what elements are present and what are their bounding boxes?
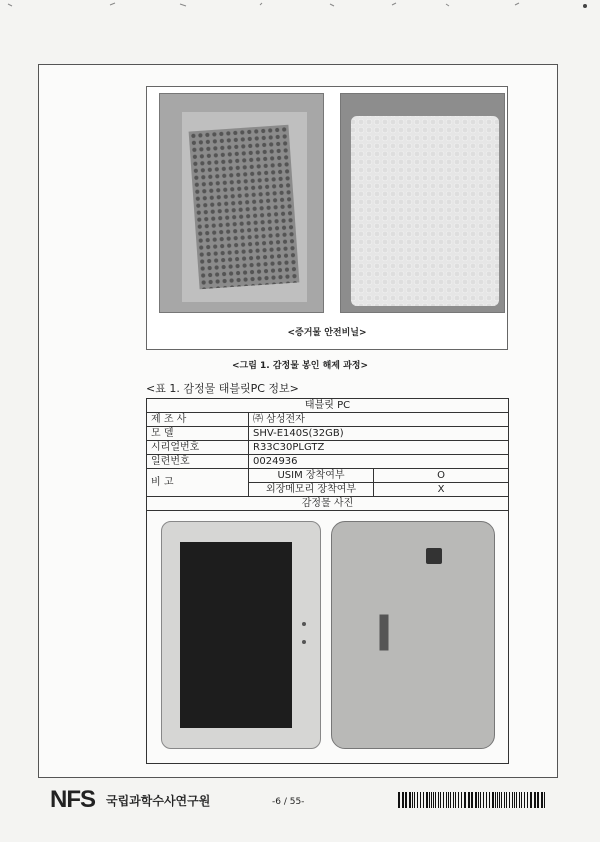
tablet-front-photo (161, 521, 321, 749)
remark-item: 외장메모리 장착여부 (249, 483, 374, 497)
row-label: 모 델 (147, 427, 249, 441)
nfs-logo: NFS (50, 786, 95, 813)
table-header: 태블릿 PC (147, 399, 509, 413)
row-label: 일련번호 (147, 455, 249, 469)
row-value: R33C30PLGTZ (249, 441, 509, 455)
photo-header: 감정물 사진 (147, 497, 509, 511)
page-number: -6 / 55- (272, 797, 305, 807)
table-row (147, 441, 509, 455)
row-value: ㈜ 삼성전자 (249, 413, 509, 427)
tablet-sensor-dot (302, 622, 306, 626)
bubble-wrap-bag-photo-left (159, 93, 324, 313)
barcode-icon (398, 792, 548, 808)
bubble-wrap-bag-photo-right (340, 93, 505, 313)
remarks-label: 비 고 (147, 469, 249, 497)
footer-org-name: 국립과학수사연구원 (106, 794, 211, 808)
table-title: <표 1. 감정물 태블릿PC 정보> (146, 382, 299, 395)
row-value: 0024936 (249, 455, 509, 469)
figure-title: <그림 1. 감정물 봉인 해제 과정> (231, 361, 369, 371)
remark-item: USIM 장착여부 (249, 469, 374, 483)
photo-caption: <증거물 안전비닐> (287, 328, 367, 338)
remark-value: O (374, 469, 509, 483)
tablet-camera (426, 548, 442, 564)
tablet-logo-mark (380, 615, 389, 651)
tablet-info-table (146, 398, 509, 764)
evidence-bag-figure (146, 86, 508, 350)
table-row (147, 413, 509, 427)
row-label: 제 조 사 (147, 413, 249, 427)
row-label: 시리얼번호 (147, 441, 249, 455)
tablet-screen (180, 542, 292, 728)
tablet-back-photo (331, 521, 495, 749)
evidence-photo-cell (147, 511, 509, 764)
table-row (147, 455, 509, 469)
table-row (147, 469, 509, 483)
scan-noise (0, 0, 600, 20)
table-row (147, 427, 509, 441)
remark-value: X (374, 483, 509, 497)
row-value: SHV-E140S(32GB) (249, 427, 509, 441)
tablet-sensor-dot (302, 640, 306, 644)
